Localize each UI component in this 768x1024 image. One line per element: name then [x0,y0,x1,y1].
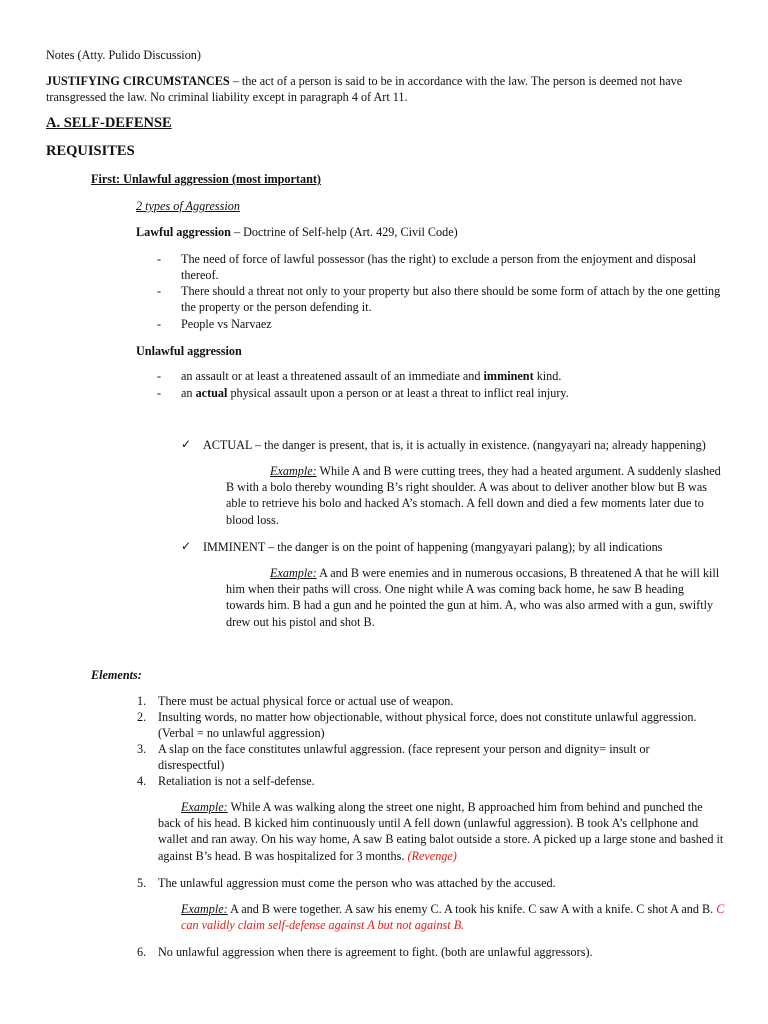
revenge-note: (Revenge) [407,848,457,863]
self-defense-note: C can validly claim self-defense against A but not against B. [181,902,725,933]
element-5-example: Example: A and B were together. A saw his enemy C. A took his knife. C saw A with a knife. C shot A and B. C can validly claim self-defense against A but not against B. [181,902,725,933]
checkmark-icon: ✓ [181,437,192,451]
first-requisite-heading: First: Unlawful aggression (most important) [91,172,321,186]
lawful-aggression-rest: – Doctrine of Self-help (Art. 429, Civil Code) [230,225,458,239]
element-item-5: 5. The unlawful aggression must come the person who was attached by the accused. [137,876,556,890]
element-item-6: 6. No unlawful aggression when there is agreement to fight. (both are unlawful aggressors). [137,945,593,959]
notes-title: Notes (Atty. Pulido Discussion) [46,48,201,62]
checkmark-icon: ✓ [181,539,192,553]
lawful-bullet-3: - People vs Narvaez [157,317,272,331]
intro-paragraph [46,73,726,105]
lawful-bullet-2: - There should a threat not only to your property but also there should be some form of attach by the one getting the property or the person defending it. [157,284,721,315]
unlawful-bullet-2: - an actual physical assault upon a person or at least a threat to inflict real injury. [157,386,569,400]
lawful-aggression-term: Lawful aggression [136,225,231,239]
imminent-example: Example: A and B were enemies and in numerous occasions, B threatened A that he will kill him when their paths will cross. One night while A was coming back home, he saw B heading towards him. B had a gun and he pointed the gun at him. A, who was also armed with a gun, swiftly drew out his pistol and shot B. [226,566,720,629]
element-item-1: 1. There must be actual physical force or actual use of weapon. [137,694,454,708]
element-4-example: Example: While A was walking along the street one night, B approached him from behind and punched the back of his head. B kicked him continuously until A fell down (unlawful aggression). B took A’s cellphone and wallet and ran away. On his way home, A saw B eating balot outside a store. A picked up a large stone and bashed it against B’s head. B was hospitalized for 3 months. (Revenge) [158,800,724,863]
intro-definition: – the act of a person is said to be in accordance with the law. The person is deemed not have transgressed the law. No criminal liability except in paragraph 4 of Art 11. [46,74,683,105]
element-item-2: 2. Insulting words, no matter how objectionable, without physical force, does not constitute unlawful aggression. (Verbal = no unlawful aggression) [137,710,697,741]
imminent-check-item: ✓ IMMINENT – the danger is on the point of happening (mangyayari palang); by all indications [181,539,663,554]
unlawful-aggression-heading: Unlawful aggression [136,344,242,358]
elements-heading: Elements: [91,668,142,682]
requisites-heading: REQUISITES [46,143,135,159]
intro-term: JUSTIFYING CIRCUMSTANCES [46,74,230,88]
unlawful-bullet-1: - an assault or at least a threatened assault of an immediate and imminent kind. [157,369,562,383]
actual-example: Example: While A and B were cutting trees, they had a heated argument. A suddenly slashed B with a bolo thereby wounding B’s right shoulder. A was about to deliver another blow but B was able to retrieve his bolo and hacked A’s stomach. A fell down and died a few moments later due to blood loss. [226,464,721,527]
actual-check-item: ✓ ACTUAL – the danger is present, that is, it is actually in existence. (nangyayari na; already happening) [181,437,706,452]
element-item-4: 4. Retaliation is not a self-defense. [137,774,315,788]
lawful-aggression-line [136,224,458,240]
section-a-heading: A. SELF-DEFENSE [46,115,172,131]
lawful-bullet-1: - The need of force of lawful possessor (has the right) to exclude a person from the enjoyment and disposal thereof. [157,252,697,283]
element-item-3: 3. A slap on the face constitutes unlawful aggression. (face represent your person and dignity= insult or disrespectful) [137,742,650,773]
types-of-aggression-heading: 2 types of Aggression [136,199,240,213]
